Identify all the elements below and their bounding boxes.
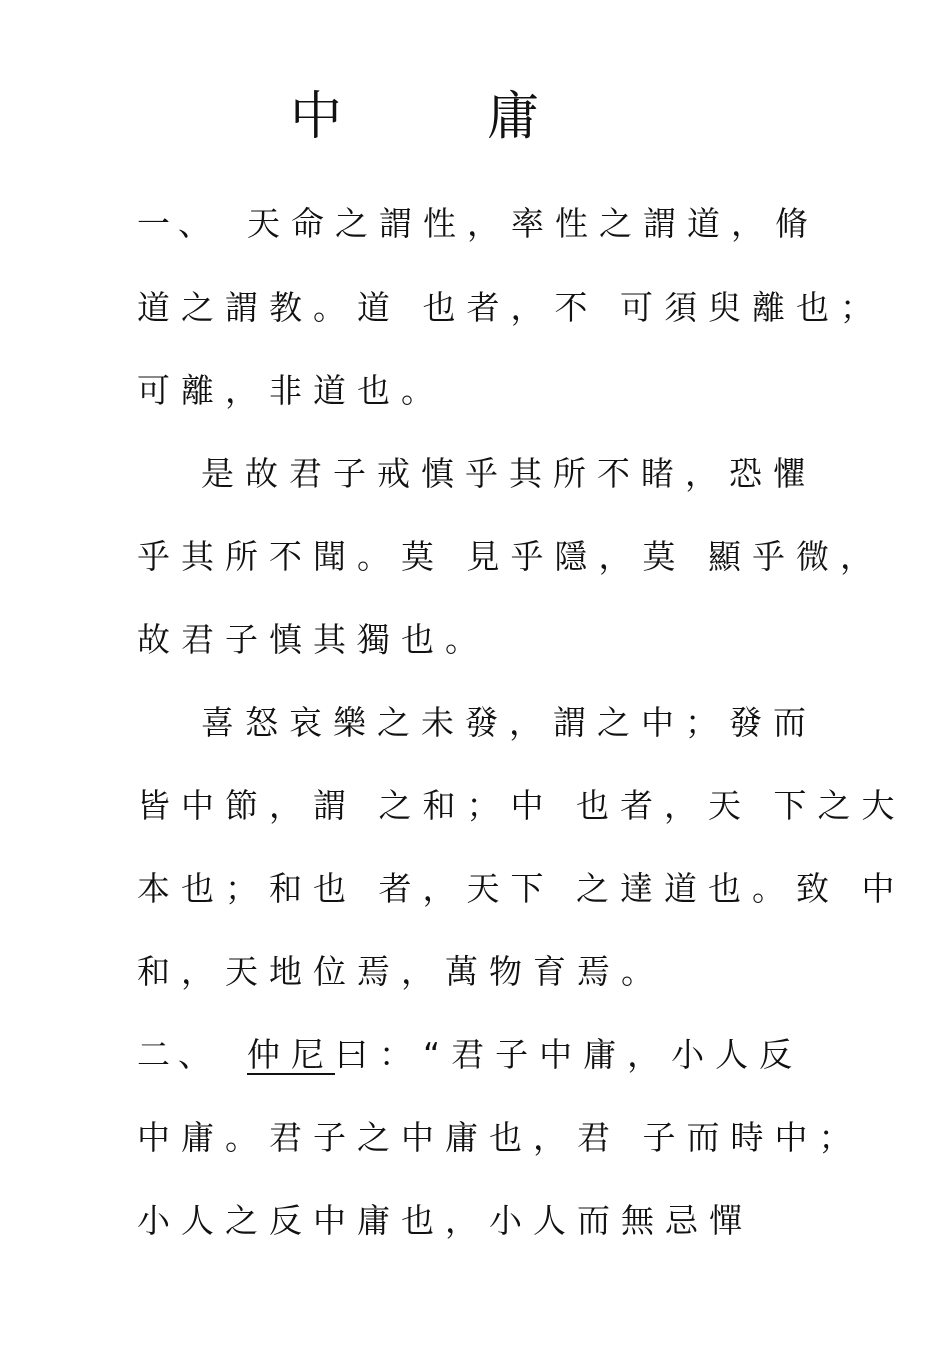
section-2-number: 二、 xyxy=(137,1035,219,1074)
text-line: 本也；和也 者，天下 之達道也。致 中 xyxy=(137,869,906,908)
text-line: 是故君子戒慎乎其所不睹，恐懼 xyxy=(201,454,817,493)
section-1-number: 一、 xyxy=(137,204,219,243)
section-2-line-1 xyxy=(137,1030,813,1080)
text-line: 皆中節，謂 之和；中 也者，天 下之大 xyxy=(137,786,906,825)
section-1-line-1 xyxy=(137,199,819,249)
text-line: 和，天地位焉，萬物育焉。 xyxy=(137,952,665,991)
section-2-text xyxy=(247,1030,803,1080)
text-line: 曰：“君子中庸，小人反 xyxy=(335,1035,804,1074)
title-char-1: 中 xyxy=(290,87,343,147)
text-line: 乎其所不聞。莫 見乎隱，莫 顯乎微， xyxy=(137,537,884,576)
paragraph-2-line-1 xyxy=(137,449,817,499)
text-line: 小人之反中庸也，小人而無忌憚 xyxy=(137,1201,753,1240)
underlined-name: 仲尼 xyxy=(247,1035,335,1074)
text-line: 喜怒哀樂之未發，謂之中；發而 xyxy=(201,703,817,742)
title-char-2: 庸 xyxy=(487,87,540,147)
text-line: 道之謂教。道 也者，不 可須臾離也； xyxy=(137,288,884,327)
paragraph-3-line-1 xyxy=(137,698,817,748)
document-title xyxy=(0,82,950,152)
text-line: 故君子慎其獨也。 xyxy=(137,620,489,659)
text-line: 可離，非道也。 xyxy=(137,371,445,410)
text-line: 天命之謂性，率性之謂道，脩 xyxy=(247,204,819,243)
text-line: 中庸。君子之中庸也，君 子而時中； xyxy=(137,1118,863,1157)
